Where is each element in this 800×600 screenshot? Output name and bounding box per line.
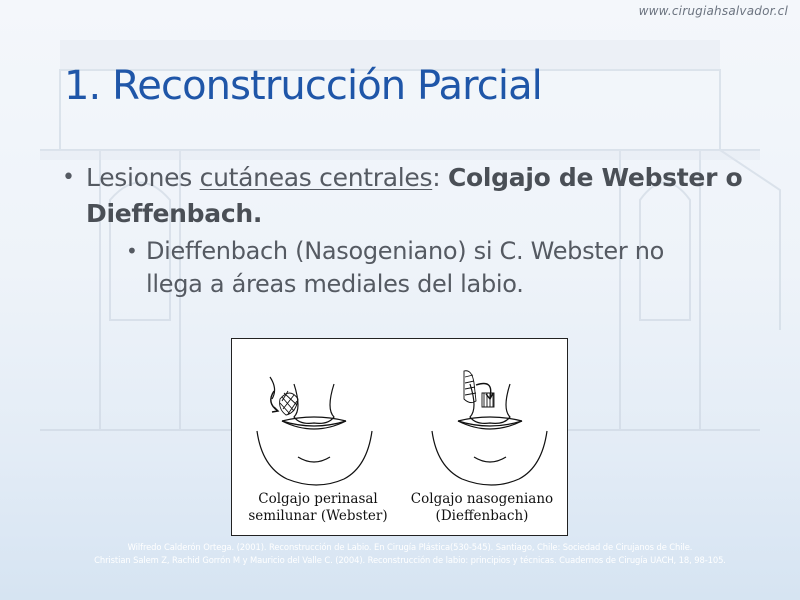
bullet-dot-icon: • <box>62 165 75 190</box>
sub-bullet-dot-icon: • <box>126 239 138 263</box>
caption-dieffenbach <box>402 491 562 525</box>
caption-webster-line2: semilunar (Webster) <box>248 508 388 524</box>
caption-webster-line1: Colgajo perinasal <box>258 491 378 507</box>
sub-bullet-item-dieffenbach <box>126 235 706 301</box>
bullet-item-lesiones <box>60 160 750 232</box>
slide-title: 1. Reconstrucción Parcial <box>64 63 542 109</box>
bold-flap-name: Colgajo de Webster o Dieffenbach. <box>86 163 743 228</box>
caption-dieffenbach-line1: Colgajo nasogeniano <box>410 491 554 507</box>
flap-illustration-figure <box>231 338 568 536</box>
references-footer <box>70 541 750 567</box>
caption-webster <box>238 491 398 525</box>
sub-bullet-text: Dieffenbach (Nasogeniano) si C. Webster no llega a áreas mediales del labio. <box>146 237 665 298</box>
reference-calderon: Wilfredo Calderón Ortega. (2001). Reconstrucción de Labio. En Cirugía Plástica(530-545). Santiago, Chile: Sociedad de Cirujanos de Chile. <box>127 542 693 552</box>
bullet-colon: : <box>432 163 448 192</box>
website-url: www.cirugiahsalvador.cl <box>638 4 788 18</box>
underlined-term: cutáneas centrales <box>199 163 433 192</box>
bullet-lead-text: Lesiones <box>86 163 200 192</box>
reference-salem: Christian Salem Z, Rachid Gorrón M y Mauricio del Valle C. (2004). Reconstrucción de labio: principios y técnicas. Cuadernos de Cirugía UACH, 18, 98-105. <box>94 555 726 565</box>
bullet-list <box>60 160 750 301</box>
caption-dieffenbach-line2: (Dieffenbach) <box>435 508 529 524</box>
